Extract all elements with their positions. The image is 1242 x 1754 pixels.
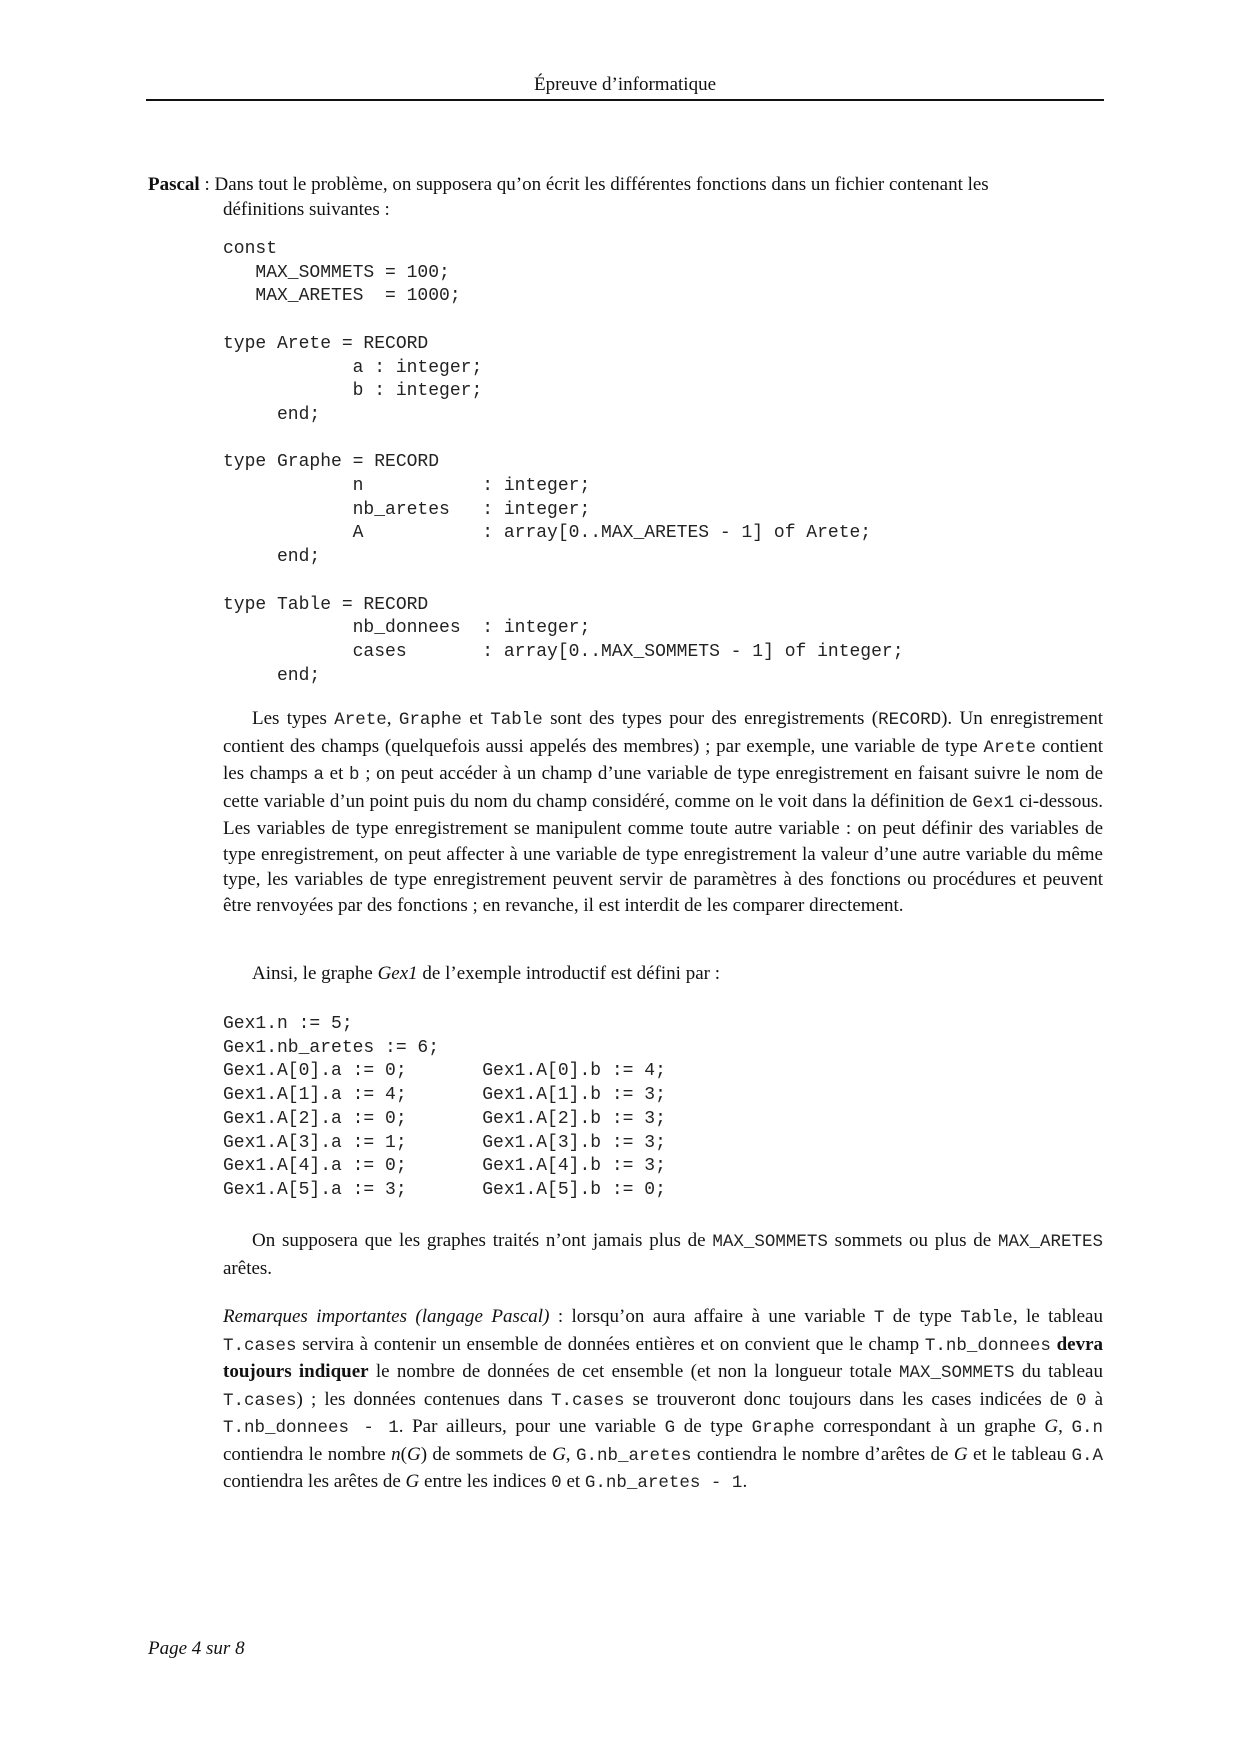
text-run: et <box>461 708 491 729</box>
text-run: sont des types pour des enregistrements ( <box>542 708 879 729</box>
text-run: du tableau <box>1014 1361 1103 1382</box>
math-italic: Gex1 <box>377 963 418 984</box>
code-run: MAX_ARETES <box>997 1232 1104 1252</box>
text-run: contiendra le nombre d’arêtes de <box>691 1443 954 1465</box>
code-run: 0 <box>1075 1390 1087 1411</box>
code-run: G <box>664 1418 676 1438</box>
text-run: ( <box>400 1443 407 1465</box>
text-run: contiendra le nombre <box>223 1443 392 1465</box>
code-run: G.A <box>1071 1445 1104 1466</box>
text-run: de type <box>884 1306 961 1327</box>
text-run: Ainsi, le graphe <box>252 963 378 984</box>
intro-text: : Dans tout le problème, on supposera qu’on écrit les différentes fonctions dans un fichier contenant les <box>199 174 989 195</box>
math-italic: G <box>406 1443 421 1465</box>
text-run: correspondant à un graphe <box>814 1416 1045 1437</box>
records-paragraph <box>223 706 1103 918</box>
math-italic: G <box>1044 1416 1059 1437</box>
intro-paragraph <box>148 172 1104 222</box>
text-run: contient les champs <box>223 735 1103 784</box>
text-run: : lorsqu’on aura affaire à une variable <box>549 1306 874 1327</box>
header-rule <box>146 99 1104 101</box>
code-run: G.nb_aretes <box>575 1445 692 1466</box>
text-run: , le tableau <box>1012 1306 1103 1327</box>
math-italic: G <box>405 1471 420 1492</box>
code-run: RECORD <box>878 710 942 730</box>
page-header-title: Épreuve d’informatique <box>533 74 716 95</box>
code-run: b <box>349 765 360 785</box>
text-run: à <box>1086 1388 1104 1410</box>
code-run: G.n <box>1071 1418 1103 1438</box>
text-run: arêtes. <box>223 1257 273 1279</box>
code-run: MAX_SOMMETS <box>899 1363 1015 1383</box>
text-run: , <box>386 708 399 729</box>
code-run: T <box>873 1308 885 1328</box>
text-run: , <box>1058 1416 1072 1437</box>
math-italic: G <box>953 1443 968 1465</box>
text-run: servira à contenir un ensemble de données entières et on convient que le champ <box>296 1333 925 1355</box>
intro-text-continued: définitions suivantes : <box>223 199 390 220</box>
text-run: le nombre de données de cet ensemble (et non la longueur totale <box>368 1361 900 1382</box>
code-run: T.cases <box>550 1390 625 1411</box>
ainsi-paragraph <box>223 961 1103 987</box>
code-run: Graphe <box>751 1418 815 1438</box>
text-run: de l’exemple introductif est défini par : <box>417 963 720 984</box>
code-run: Table <box>960 1308 1013 1328</box>
text-run: entre les indices <box>419 1471 552 1492</box>
text-run: sommets ou plus de <box>827 1230 998 1251</box>
text-run: et <box>324 763 350 784</box>
text-run: , <box>565 1443 576 1465</box>
math-italic: G <box>552 1443 566 1465</box>
text-run: se trouveront donc toujours dans les cases indicées de <box>624 1388 1076 1410</box>
text-run: ). Un enregistrement contient des champs (quelquefois aussi appelés des membres) ; par exemple, une variable de type <box>223 708 1103 757</box>
code-run: 0 <box>551 1473 562 1493</box>
code-run: T.nb_donnees <box>924 1335 1051 1356</box>
max-limits-paragraph <box>223 1228 1103 1281</box>
text-run: contiendra les arêtes de <box>223 1471 406 1492</box>
remarks-paragraph <box>223 1304 1103 1497</box>
text-run: ) ; les données contenues dans <box>296 1388 551 1410</box>
text-run: . Par ailleurs, pour une variable <box>398 1416 665 1437</box>
text-run: et <box>561 1471 585 1492</box>
code-gex1-definition: Gex1.n := 5; Gex1.nb_aretes := 6; Gex1.A[0].a := 0; Gex1.A[0].b := 4; Gex1.A[1].a := 4; Gex1.A[1].b := 3; Gex1.A[2].a := 0; Gex1.A[2].b := 3; Gex1.A[3].a := 1; Gex1.A[3].b := 3; Gex1.A[4].a := 0; Gex1.A[4].b := 3; Gex1.A[5].a := 3; Gex1.A[5].b := 0; <box>223 1014 666 1200</box>
code-run: Arete <box>983 737 1036 758</box>
code-run: T.nb_donnees - 1 <box>223 1418 399 1438</box>
text-run: . <box>742 1471 748 1492</box>
page-number: Page 4 sur 8 <box>148 1638 245 1659</box>
text-run: ) de sommets de <box>420 1443 553 1465</box>
text-run: Les types <box>252 708 335 729</box>
code-run: Arete <box>334 710 387 730</box>
math-italic: n <box>391 1443 401 1465</box>
code-run: T.cases <box>223 1335 297 1356</box>
text-run: ci-dessous. Les variables de type enregistrement se manipulent comme toute autre variable : on peut définir des variables de type enregistrement, on peut affecter à une variable de type enregistrement la valeur d’une autre variable du même type, les variables de type enregistrement peuvent servir de paramètres à des fonctions ou procédures et peuvent être renvoyées par des fonctions ; en revanche, il est interdit de les comparer directement. <box>223 790 1103 916</box>
code-run: Table <box>490 710 543 730</box>
code-run: G.nb_aretes - 1 <box>584 1473 743 1493</box>
code-run: Graphe <box>398 710 462 730</box>
text-run: de type <box>675 1416 752 1437</box>
text-run: ; on peut accéder à un champ d’une variable de type enregistrement en faisant suivre le nom de cette variable d’un point puis du nom du champ considéré, comme on le voit dans la définition de <box>223 763 1103 812</box>
code-run: a <box>313 765 324 785</box>
code-run: Gex1 <box>972 792 1015 813</box>
remarks-title: Remarques importantes (langage Pascal) <box>223 1306 550 1327</box>
code-run: T.cases <box>223 1390 297 1411</box>
text-run: et le tableau <box>967 1443 1072 1465</box>
code-run: MAX_SOMMETS <box>712 1232 828 1252</box>
text-run: On supposera que les graphes traités n’ont jamais plus de <box>252 1230 713 1251</box>
code-type-definitions: const MAX_SOMMETS = 100; MAX_ARETES = 1000; type Arete = RECORD a : integer; b : integer; end; type Graphe = RECORD n : integer; nb_aretes : integer; A : array[0..MAX_ARETES - 1] of Arete; end; type Table = RECORD nb_donnees : integer; cases : array[0..MAX_SOMMETS - 1] of integer; end; <box>223 239 904 686</box>
intro-lead: Pascal <box>148 174 200 195</box>
bold-run: devra toujours indiquer <box>223 1333 1104 1382</box>
